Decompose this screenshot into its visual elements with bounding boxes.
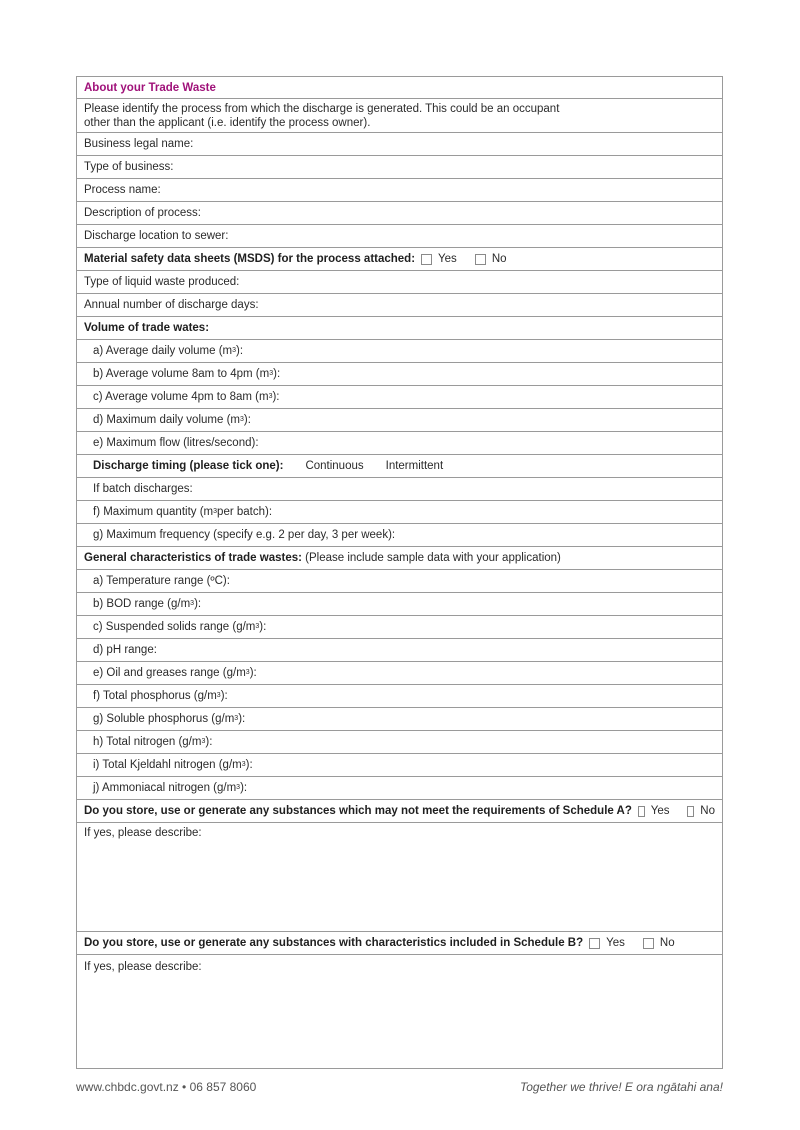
annual-discharge-days-field[interactable]: Annual number of discharge days: [77,294,722,317]
max-flow-field[interactable]: e) Maximum flow (litres/second): [77,432,722,455]
general-characteristics-heading: General characteristics of trade wastes: (Please include sample data with your application) [77,547,722,570]
soluble-phosphorus-field[interactable]: g) Soluble phosphorus (g/m 3 ): [77,708,722,731]
bod-range-field[interactable]: b) BOD range (g/m 3 ): [77,593,722,616]
schedule-a-yes-checkbox[interactable] [638,806,645,817]
intro-text: Please identify the process from which the discharge is generated. This could be an occupant other than the applicant (i.e. identify the process owner). [77,99,722,133]
max-daily-volume-field[interactable]: d) Maximum daily volume (m 3 ): [77,409,722,432]
max-quantity-field[interactable]: f) Maximum quantity (m 3 per batch): [77,501,722,524]
msds-row: Material safety data sheets (MSDS) for the process attached: Yes No [77,248,722,271]
avg-volume-4pm-8am-field[interactable]: c) Average volume 4pm to 8am (m 3 ): [77,386,722,409]
max-frequency-field[interactable]: g) Maximum frequency (specify e.g. 2 per day, 3 per week): [77,524,722,547]
schedule-b-yes-checkbox[interactable] [589,938,600,949]
footer-tagline: Together we thrive! E ora ngātahi ana! [519,1080,723,1094]
schedule-a-row: Do you store, use or generate any substances which may not meet the requirements of Schedule A? Yes No [77,800,722,823]
schedule-a-no-checkbox[interactable] [687,806,694,817]
total-phosphorus-field[interactable]: f) Total phosphorus (g/m 3 ): [77,685,722,708]
msds-yes-checkbox[interactable] [421,254,432,265]
ammoniacal-nitrogen-field[interactable]: j) Ammoniacal nitrogen (g/m 3 ): [77,777,722,800]
business-legal-name-field[interactable]: Business legal name: [77,133,722,156]
schedule-a-describe-field[interactable]: If yes, please describe: [77,823,722,932]
timing-continuous-option[interactable]: Continuous [305,460,364,472]
total-nitrogen-field[interactable]: h) Total nitrogen (g/m 3 ): [77,731,722,754]
suspended-solids-field[interactable]: c) Suspended solids range (g/m 3 ): [77,616,722,639]
description-of-process-field[interactable]: Description of process: [77,202,722,225]
type-liquid-waste-field[interactable]: Type of liquid waste produced: [77,271,722,294]
schedule-b-row: Do you store, use or generate any substances with characteristics included in Schedule B? Yes No [77,932,722,955]
ph-range-field[interactable]: d) pH range: [77,639,722,662]
schedule-b-describe-field[interactable]: If yes, please describe: [84,961,202,973]
schedule-b-no-checkbox[interactable] [643,938,654,949]
kjeldahl-nitrogen-field[interactable]: i) Total Kjeldahl nitrogen (g/m 3 ): [77,754,722,777]
msds-no-checkbox[interactable] [475,254,486,265]
avg-volume-8am-4pm-field[interactable]: b) Average volume 8am to 4pm (m 3 ): [77,363,722,386]
temperature-range-field[interactable]: a) Temperature range (ºC): [77,570,722,593]
trade-waste-form [76,76,723,1069]
page-footer [76,1080,723,1094]
process-name-field[interactable]: Process name: [77,179,722,202]
oil-greases-field[interactable]: e) Oil and greases range (g/m 3 ): [77,662,722,685]
volume-heading: Volume of trade wates: [77,317,722,340]
discharge-location-field[interactable]: Discharge location to sewer: [77,225,722,248]
timing-intermittent-option[interactable]: Intermittent [385,460,444,472]
footer-contact: www.chbdc.govt.nz • 06 857 8060 [76,1080,257,1094]
discharge-timing-row: Discharge timing (please tick one): Continuous Intermittent [77,455,722,478]
avg-daily-volume-field[interactable]: a) Average daily volume (m 3 ): [77,340,722,363]
section-title: About your Trade Waste [77,77,722,99]
type-of-business-field[interactable]: Type of business: [77,156,722,179]
batch-heading: If batch discharges: [77,478,722,501]
